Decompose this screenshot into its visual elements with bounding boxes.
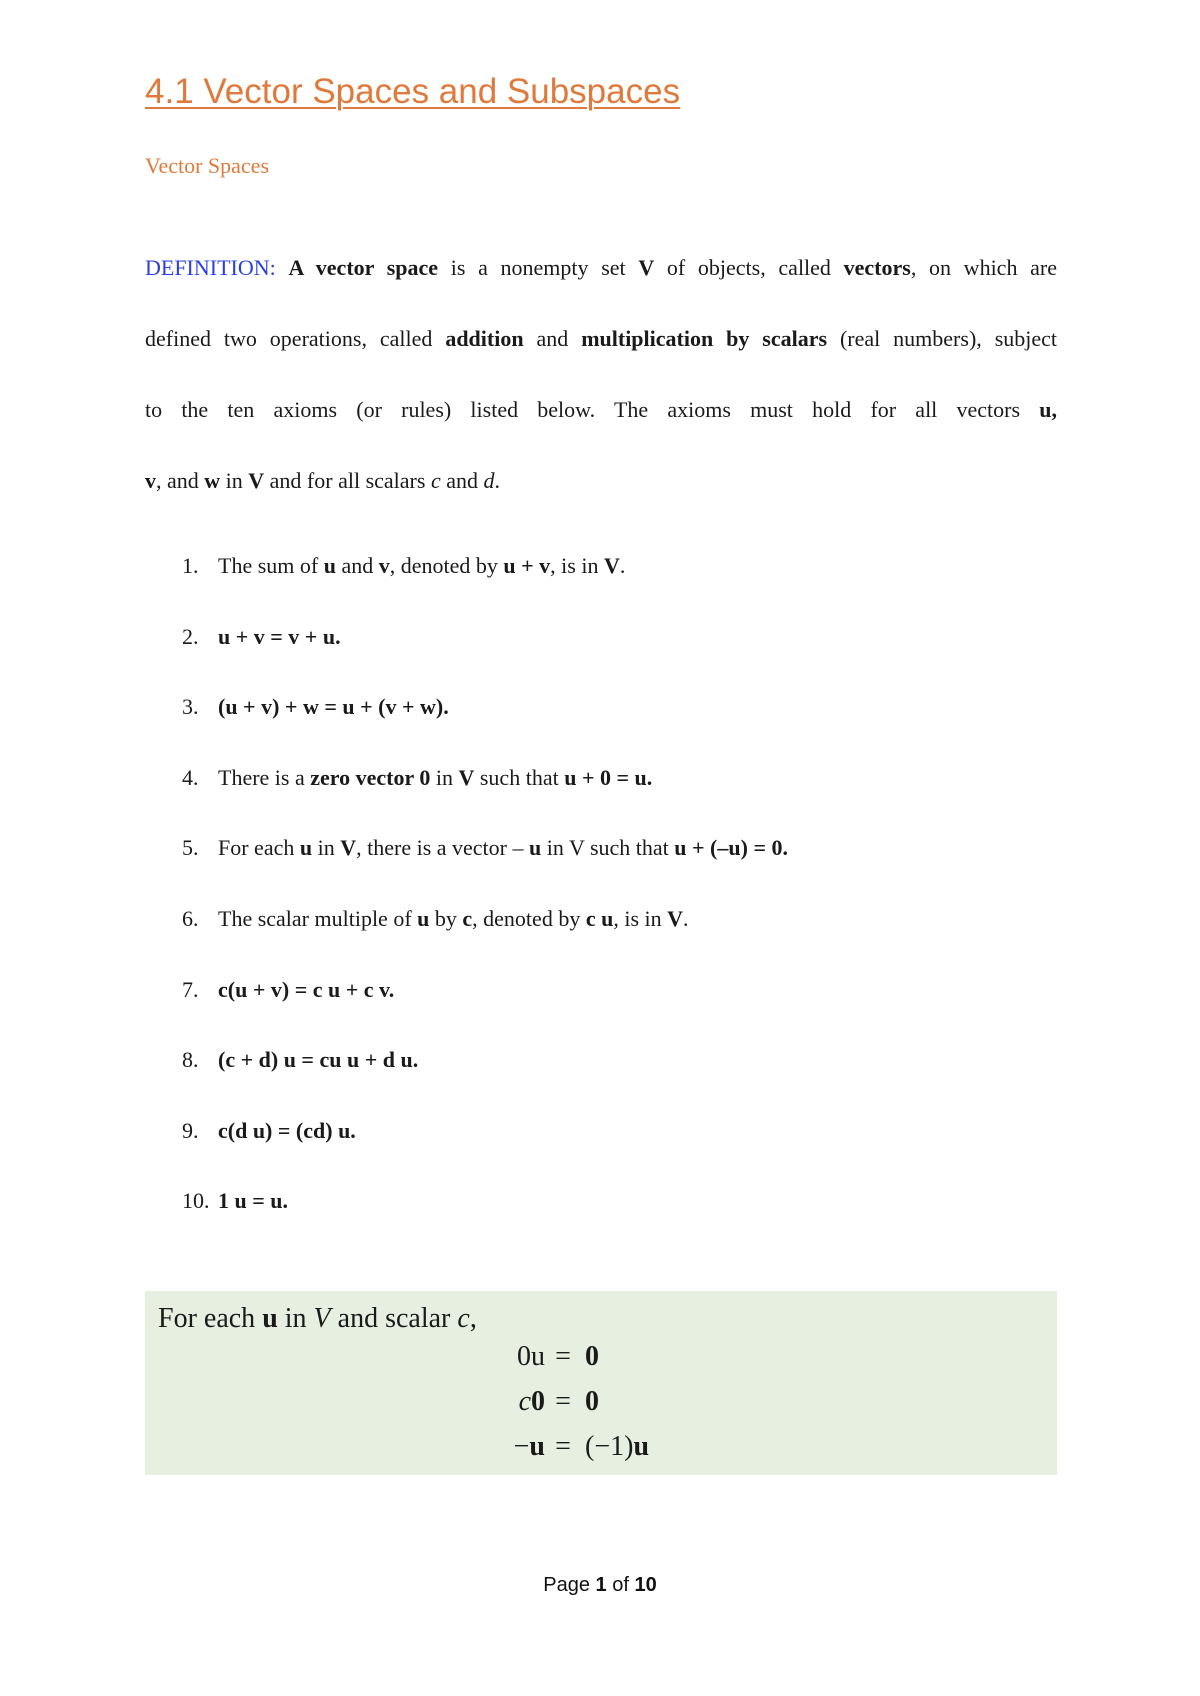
properties-intro-fragment: and scalar [330, 1303, 458, 1334]
axiom-number: 5. [182, 835, 199, 861]
axiom-fragment: u [299, 835, 313, 861]
definition-text: u, [1039, 397, 1057, 422]
definition-text: and [523, 326, 582, 351]
axiom-fragment: , is in [550, 553, 604, 578]
axiom-fragment: 1 u = u. [218, 1188, 289, 1214]
axiom-fragment: u + 0 = u. [564, 764, 653, 790]
definition-text: defined two operations, called [145, 326, 446, 351]
axiom-number: 6. [182, 906, 199, 931]
equation-lhs [517, 1341, 545, 1373]
properties-intro-fragment: V [313, 1303, 331, 1334]
page-title: 4.1 Vector Spaces and Subspaces [145, 72, 681, 111]
axiom-fragment: The scalar multiple of [218, 906, 418, 931]
axiom-number: 4. [182, 764, 199, 790]
definition-text: and [440, 468, 484, 493]
axiom-fragment: , denoted by [472, 906, 586, 931]
axiom-fragment: v [378, 553, 390, 578]
axiom-fragment: For each [218, 835, 300, 861]
definition-text: is a nonempty set [438, 255, 639, 280]
equation-rhs [585, 1341, 599, 1373]
axiom-fragment: The sum of [218, 553, 324, 578]
definition-text: A vector space [288, 255, 439, 280]
axiom-fragment: u + v = v + u. [218, 623, 341, 649]
equation-rhs [585, 1431, 649, 1463]
equation-term: 0 [585, 1386, 599, 1417]
definition-text: d [483, 468, 495, 493]
axiom-fragment: such that [474, 764, 565, 790]
equation-lhs [514, 1431, 545, 1463]
axiom-number: 2. [182, 623, 199, 649]
definition-text: . [494, 468, 500, 493]
definition-text: (real numbers), subject [827, 326, 1058, 351]
equation-rhs [585, 1386, 599, 1418]
equation-term: − [513, 1431, 530, 1462]
axiom-fragment: c u [585, 906, 614, 931]
properties-intro-fragment: c [457, 1303, 470, 1334]
equation-term: u [633, 1431, 650, 1462]
axiom-fragment: V [340, 835, 357, 861]
axiom-fragment: , there is a vector – [356, 835, 529, 861]
properties-intro-fragment: in [277, 1303, 314, 1334]
equals-sign: = [555, 1341, 571, 1372]
axiom-fragment: (c + d) u = cu u + d u. [218, 1047, 419, 1073]
definition-text: multiplication by scalars [581, 326, 828, 351]
axiom-fragment: in [430, 764, 459, 790]
axiom-number: 3. [182, 694, 199, 720]
axiom-fragment: , denoted by [389, 553, 504, 578]
properties-intro [158, 1303, 477, 1335]
axiom-fragment: u [323, 553, 336, 578]
axiom-fragment: . [619, 553, 626, 578]
axiom-fragment: . [683, 906, 689, 931]
axiom-fragment: There is a [218, 764, 311, 790]
definition-text: c [430, 468, 441, 493]
axiom-number: 1. [182, 553, 199, 578]
page-total: 10 [634, 1574, 657, 1596]
axiom-text [218, 1118, 356, 1144]
axiom-fragment: zero vector 0 [310, 764, 431, 790]
equation-term: 0 [531, 1386, 545, 1417]
axiom-fragment: u [417, 906, 430, 931]
definition-text: and for all scalars [264, 468, 431, 493]
axiom-text [218, 977, 394, 1003]
definition-text: addition [445, 326, 524, 351]
axiom-fragment: V [667, 906, 684, 931]
axiom-fragment: c [462, 906, 473, 931]
equation-term: c [518, 1386, 531, 1417]
equation-term: 0 [517, 1341, 531, 1372]
equation-term: (−1) [585, 1431, 634, 1462]
definition-text: , on which are [910, 255, 1057, 280]
page-footer [0, 1574, 1200, 1597]
page-word: Page [543, 1574, 590, 1596]
axiom-fragment: (u + v) + w = u + (v + w). [218, 694, 449, 720]
definition-text: V [638, 255, 655, 280]
axiom-number: 10. [182, 1188, 210, 1214]
axiom-fragment: c(d u) = (cd) u. [218, 1117, 356, 1143]
axiom-text [218, 906, 689, 932]
definition-text: V [248, 468, 265, 493]
axiom-number: 7. [182, 976, 199, 1002]
axiom-fragment: c(u + v) = c u + c v. [218, 976, 395, 1002]
axiom-fragment: and [335, 553, 379, 578]
properties-intro-fragment: u [262, 1303, 278, 1334]
page-of-word: of [612, 1574, 629, 1596]
equation-lhs [519, 1386, 545, 1418]
axiom-fragment: u + v [503, 553, 551, 578]
definition-text: v [145, 468, 156, 493]
definition-line [145, 303, 1057, 374]
properties-box [145, 1291, 1057, 1475]
axiom-text [218, 624, 341, 650]
axiom-number: 9. [182, 1117, 199, 1143]
definition-text: vectors [843, 255, 911, 280]
equation-term: 0 [585, 1341, 599, 1372]
equals-sign: = [555, 1386, 571, 1417]
equation-term: u [531, 1341, 545, 1372]
definition-line [145, 232, 1057, 303]
axiom-fragment: V [458, 764, 475, 790]
equation-term: u [529, 1431, 545, 1462]
page-current: 1 [595, 1574, 607, 1596]
axiom-fragment: , is in [613, 906, 668, 931]
axiom-text [218, 1047, 418, 1073]
axiom-text [218, 553, 625, 579]
definition-label: DEFINITION: [145, 255, 289, 280]
axiom-fragment: by [429, 906, 463, 931]
definition-text: to the ten axioms (or rules) listed below. The axioms must hold for all vectors [145, 397, 1040, 422]
axiom-fragment: u [529, 835, 542, 861]
definition-paragraph [145, 232, 1057, 516]
axiom-fragment: V [603, 553, 620, 578]
axiom-fragment: u + (–u) = 0. [674, 835, 788, 861]
definition-line [145, 445, 1057, 516]
definition-text: in [220, 468, 249, 493]
definition-text: of objects, called [654, 255, 844, 280]
axiom-fragment: in V such that [541, 835, 675, 861]
equals-sign: = [555, 1431, 571, 1462]
properties-intro-fragment: , [469, 1303, 477, 1334]
axiom-fragment: in [312, 835, 341, 861]
properties-intro-fragment: For each [158, 1303, 263, 1334]
definition-line [145, 374, 1057, 445]
axiom-text [218, 1188, 288, 1214]
definition-text: w [204, 468, 221, 493]
definition-text: , and [156, 468, 205, 493]
axiom-number: 8. [182, 1047, 199, 1073]
axiom-text [218, 765, 652, 791]
axiom-text [218, 694, 449, 720]
section-heading: Vector Spaces [145, 153, 270, 178]
axiom-text [218, 835, 788, 861]
